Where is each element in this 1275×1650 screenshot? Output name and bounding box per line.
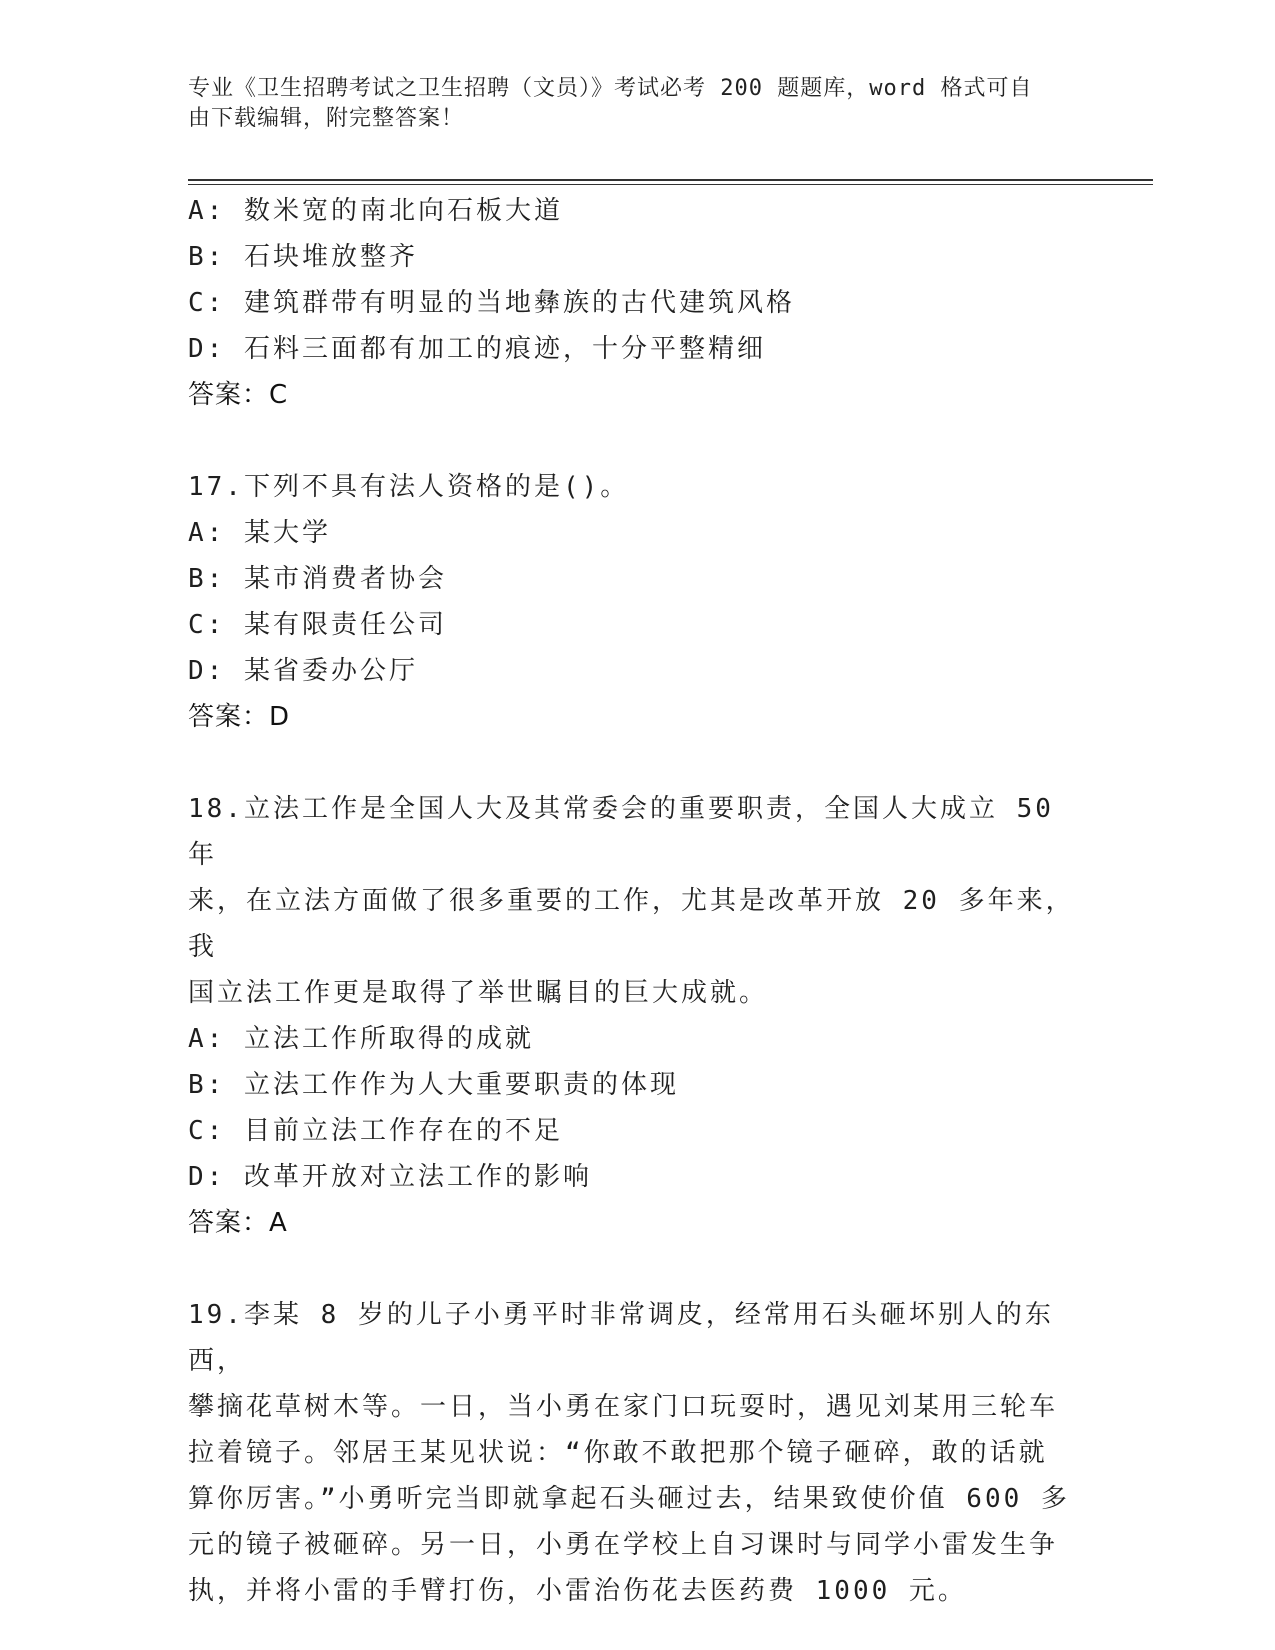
question-16 xyxy=(188,188,1088,418)
option-d: D: 某省委办公厅 xyxy=(188,656,418,686)
header-divider-thin xyxy=(188,184,1153,185)
question-text-line-1: 19.李某 8 岁的儿子小勇平时非常调皮，经常用石头砸坏别人的东西， xyxy=(188,1300,1054,1376)
question-text: 17.下列不具有法人资格的是()。 xyxy=(188,472,630,502)
header-line-2: 由下载编辑，附完整答案！ xyxy=(188,106,465,131)
option-c: C: 目前立法工作存在的不足 xyxy=(188,1116,563,1146)
option-b: B: 某市消费者协会 xyxy=(188,564,447,594)
header-divider-thick xyxy=(188,179,1153,181)
question-19 xyxy=(188,1292,1088,1614)
question-18 xyxy=(188,786,1088,1246)
option-c: C: 建筑群带有明显的当地彝族的古代建筑风格 xyxy=(188,288,795,318)
question-text-line-4: 算你厉害。”小勇听完当即就拿起石头砸过去，结果致使价值 600 多 xyxy=(188,1484,1070,1514)
answer-line: 答案：D xyxy=(188,702,291,732)
option-b: B: 石块堆放整齐 xyxy=(188,242,418,272)
option-b: B: 立法工作作为人大重要职责的体现 xyxy=(188,1070,679,1100)
option-c: C: 某有限责任公司 xyxy=(188,610,447,640)
spacer xyxy=(188,418,1088,464)
option-d: D: 石料三面都有加工的痕迹，十分平整精细 xyxy=(188,334,766,364)
answer-line: 答案：A xyxy=(188,1208,288,1238)
option-d: D: 改革开放对立法工作的影响 xyxy=(188,1162,592,1192)
question-17 xyxy=(188,464,1088,740)
question-text-line-2: 攀摘花草树木等。一日，当小勇在家门口玩耍时，遇见刘某用三轮车 xyxy=(188,1392,1059,1422)
header-line-1: 专业《卫生招聘考试之卫生招聘（文员）》考试必考 200 题题库，word 格式可自 xyxy=(188,76,1033,101)
question-text-line-1: 18.立法工作是全国人大及其常委会的重要职责，全国人大成立 50 年 xyxy=(188,794,1054,870)
question-text-line-3: 拉着镜子。邻居王某见状说：“你敢不敢把那个镜子砸碎，敢的话就 xyxy=(188,1438,1048,1468)
question-text-line-3: 国立法工作更是取得了举世瞩目的巨大成就。 xyxy=(188,978,769,1008)
question-list xyxy=(188,188,1088,1614)
option-a: A: 立法工作所取得的成就 xyxy=(188,1024,534,1054)
option-a: A: 某大学 xyxy=(188,518,331,548)
answer-line: 答案：C xyxy=(188,380,289,410)
option-a: A: 数米宽的南北向石板大道 xyxy=(188,196,563,226)
question-text-line-5: 元的镜子被砸碎。另一日，小勇在学校上自习课时与同学小雷发生争 xyxy=(188,1530,1059,1560)
spacer xyxy=(188,740,1088,786)
spacer xyxy=(188,1246,1088,1292)
question-text-line-2: 来，在立法方面做了很多重要的工作，尤其是改革开放 20 多年来，我 xyxy=(188,886,1075,962)
question-text-line-6: 执，并将小雷的手臂打伤，小雷治伤花去医药费 1000 元。 xyxy=(188,1576,967,1606)
document-header xyxy=(188,74,1088,134)
